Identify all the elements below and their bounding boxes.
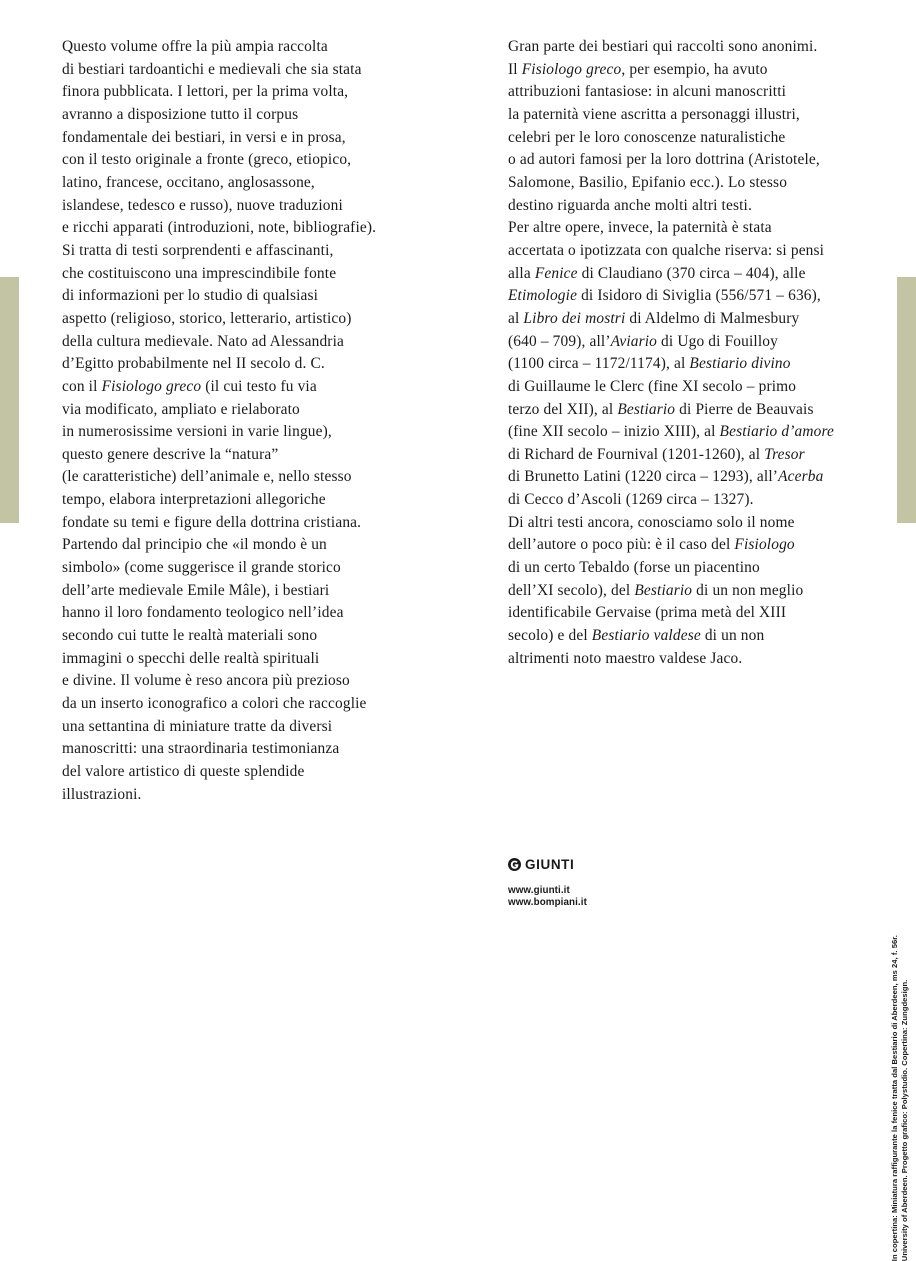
text-line: destino riguarda anche molti altri testi. bbox=[508, 196, 752, 214]
url-giunti[interactable]: www.giunti.it bbox=[508, 884, 570, 896]
text-line: di Cecco d’Ascoli (1269 circa – 1327). bbox=[508, 491, 754, 509]
text-line: illustrazioni. bbox=[62, 785, 142, 803]
text-line: Gran parte dei bestiari qui raccolti sono anonimi. bbox=[508, 38, 818, 55]
text-line: accertata o ipotizzata con qualche riserva: si pensi bbox=[508, 241, 825, 259]
text-line: e divine. Il volume è reso ancora più prezioso bbox=[62, 672, 350, 690]
text-line: (fine XII secolo – inizio XIII), al Bestiario d’amore bbox=[508, 423, 835, 441]
text-line: questo genere descrive la “natura” bbox=[62, 445, 279, 463]
text-line: che costituiscono una imprescindibile fonte bbox=[62, 264, 337, 282]
text-line: hanno il loro fondamento teologico nell’idea bbox=[62, 604, 344, 622]
text-line: celebri per le loro conoscenze naturalistiche bbox=[508, 128, 786, 146]
text-line: Di altri testi ancora, conosciamo solo il nome bbox=[508, 513, 795, 531]
text-line: altrimenti noto maestro valdese Jaco. bbox=[508, 649, 743, 667]
text-line: Partendo dal principio che «il mondo è un bbox=[62, 536, 327, 554]
text-line: di Richard de Fournival (1201-1260), al Tresor bbox=[508, 445, 805, 463]
text-line: alla Fenice di Claudiano (370 circa – 404), alle bbox=[508, 264, 806, 282]
text-line: secolo) e del Bestiario valdese di un non bbox=[508, 627, 765, 645]
text-line: tempo, elabora interpretazioni allegoriche bbox=[62, 491, 326, 509]
publisher-logo bbox=[508, 858, 728, 872]
text-line: o ad autori famosi per la loro dottrina (Aristotele, bbox=[508, 151, 820, 169]
text-line: finora pubblicata. I lettori, per la prima volta, bbox=[62, 83, 349, 101]
text-line: identificabile Gervaise (prima metà del XIII bbox=[508, 604, 787, 622]
text-line: avranno a disposizione tutto il corpus bbox=[62, 105, 299, 123]
text-line: via modificato, ampliato e rielaborato bbox=[62, 400, 300, 418]
decorative-band-left bbox=[0, 277, 19, 523]
publisher-block bbox=[508, 858, 728, 910]
text-line: (1100 circa – 1172/1174), al Bestiario divino bbox=[508, 355, 791, 373]
publisher-urls bbox=[508, 885, 728, 910]
text-line: simbolo» (come suggerisce il grande storico bbox=[62, 559, 341, 577]
blurb-text-right bbox=[508, 36, 868, 670]
url-bompiani[interactable]: www.bompiani.it bbox=[508, 897, 587, 909]
text-line: Per altre opere, invece, la paternità è stata bbox=[508, 219, 772, 237]
text-line: di Brunetto Latini (1220 circa – 1293), all’Acerba bbox=[508, 468, 824, 486]
text-line: della cultura medievale. Nato ad Alessandria bbox=[62, 332, 344, 350]
text-line: di un certo Tebaldo (forse un piacentino bbox=[508, 559, 760, 577]
text-line: Salomone, Basilio, Epifanio ecc.). Lo stesso bbox=[508, 173, 788, 191]
text-line: Etimologie di Isidoro di Siviglia (556/571 – 636), bbox=[508, 287, 821, 305]
text-line: aspetto (religioso, storico, letterario, artistico) bbox=[62, 309, 352, 327]
text-line: fondate su temi e figure della dottrina cristiana. bbox=[62, 513, 362, 531]
text-line: di bestiari tardoantichi e medievali che sia stata bbox=[62, 60, 362, 78]
text-line: (le caratteristiche) dell’animale e, nello stesso bbox=[62, 468, 352, 486]
blurb-text-left bbox=[62, 36, 412, 806]
text-line: la paternità viene ascritta a personaggi illustri, bbox=[508, 105, 800, 123]
text-line: islandese, tedesco e russo), nuove traduzioni bbox=[62, 196, 343, 214]
decorative-band-right bbox=[897, 277, 916, 523]
text-line: manoscritti: una straordinaria testimonianza bbox=[62, 740, 340, 758]
text-line: attribuzioni fantasiose: in alcuni manoscritti bbox=[508, 83, 787, 101]
text-line: immagini o specchi delle realtà spirituali bbox=[62, 649, 320, 667]
text-line: con il testo originale a fronte (greco, etiopico, bbox=[62, 151, 352, 169]
text-line: fondamentale dei bestiari, in versi e in prosa, bbox=[62, 128, 346, 146]
text-line: al Libro dei mostri di Aldelmo di Malmesbury bbox=[508, 309, 800, 327]
text-line: e ricchi apparati (introduzioni, note, bibliografie). bbox=[62, 219, 377, 237]
text-line: Il Fisiologo greco, per esempio, ha avuto bbox=[508, 60, 768, 78]
text-line: di informazioni per lo studio di qualsiasi bbox=[62, 287, 319, 305]
publisher-name: GIUNTI bbox=[525, 857, 575, 872]
text-line: dell’arte medievale Emile Mâle), i bestiari bbox=[62, 581, 330, 599]
giunti-g-logo-icon bbox=[508, 858, 521, 871]
text-line: Questo volume offre la più ampia raccolta bbox=[62, 38, 328, 55]
text-line: secondo cui tutte le realtà materiali sono bbox=[62, 627, 318, 645]
text-line: del valore artistico di queste splendide bbox=[62, 763, 305, 780]
credit-line-2: University of Aberdeen. Progetto grafico: Polystudio. Copertina: Zungdesign. bbox=[899, 979, 909, 1261]
text-line: una settantina di miniature tratte da diversi bbox=[62, 717, 333, 735]
text-line: da un inserto iconografico a colori che raccoglie bbox=[62, 695, 367, 713]
cover-credit-text bbox=[890, 921, 909, 1261]
credit-line-1: In copertina: Miniatura raffigurante la fenice tratta dal Bestiario di Aberdeen, ms 24, f. 56r. bbox=[889, 934, 899, 1261]
text-line: con il Fisiologo greco (il cui testo fu via bbox=[62, 377, 317, 395]
text-line: (640 – 709), all’Aviario di Ugo di Fouilloy bbox=[508, 332, 778, 350]
text-line: Si tratta di testi sorprendenti e affascinanti, bbox=[62, 241, 334, 259]
text-line: terzo del XII), al Bestiario di Pierre de Beauvais bbox=[508, 400, 814, 418]
text-line: dell’XI secolo), del Bestiario di un non meglio bbox=[508, 581, 804, 599]
text-line: latino, francese, occitano, anglosassone, bbox=[62, 173, 315, 191]
text-line: dell’autore o poco più: è il caso del Fisiologo bbox=[508, 536, 795, 554]
text-line: d’Egitto probabilmente nel II secolo d. C. bbox=[62, 355, 325, 373]
text-line: di Guillaume le Clerc (fine XI secolo – primo bbox=[508, 377, 797, 395]
blurb-column-left bbox=[62, 36, 412, 806]
blurb-column-right bbox=[508, 36, 868, 670]
text-line: in numerosissime versioni in varie lingue), bbox=[62, 423, 332, 441]
